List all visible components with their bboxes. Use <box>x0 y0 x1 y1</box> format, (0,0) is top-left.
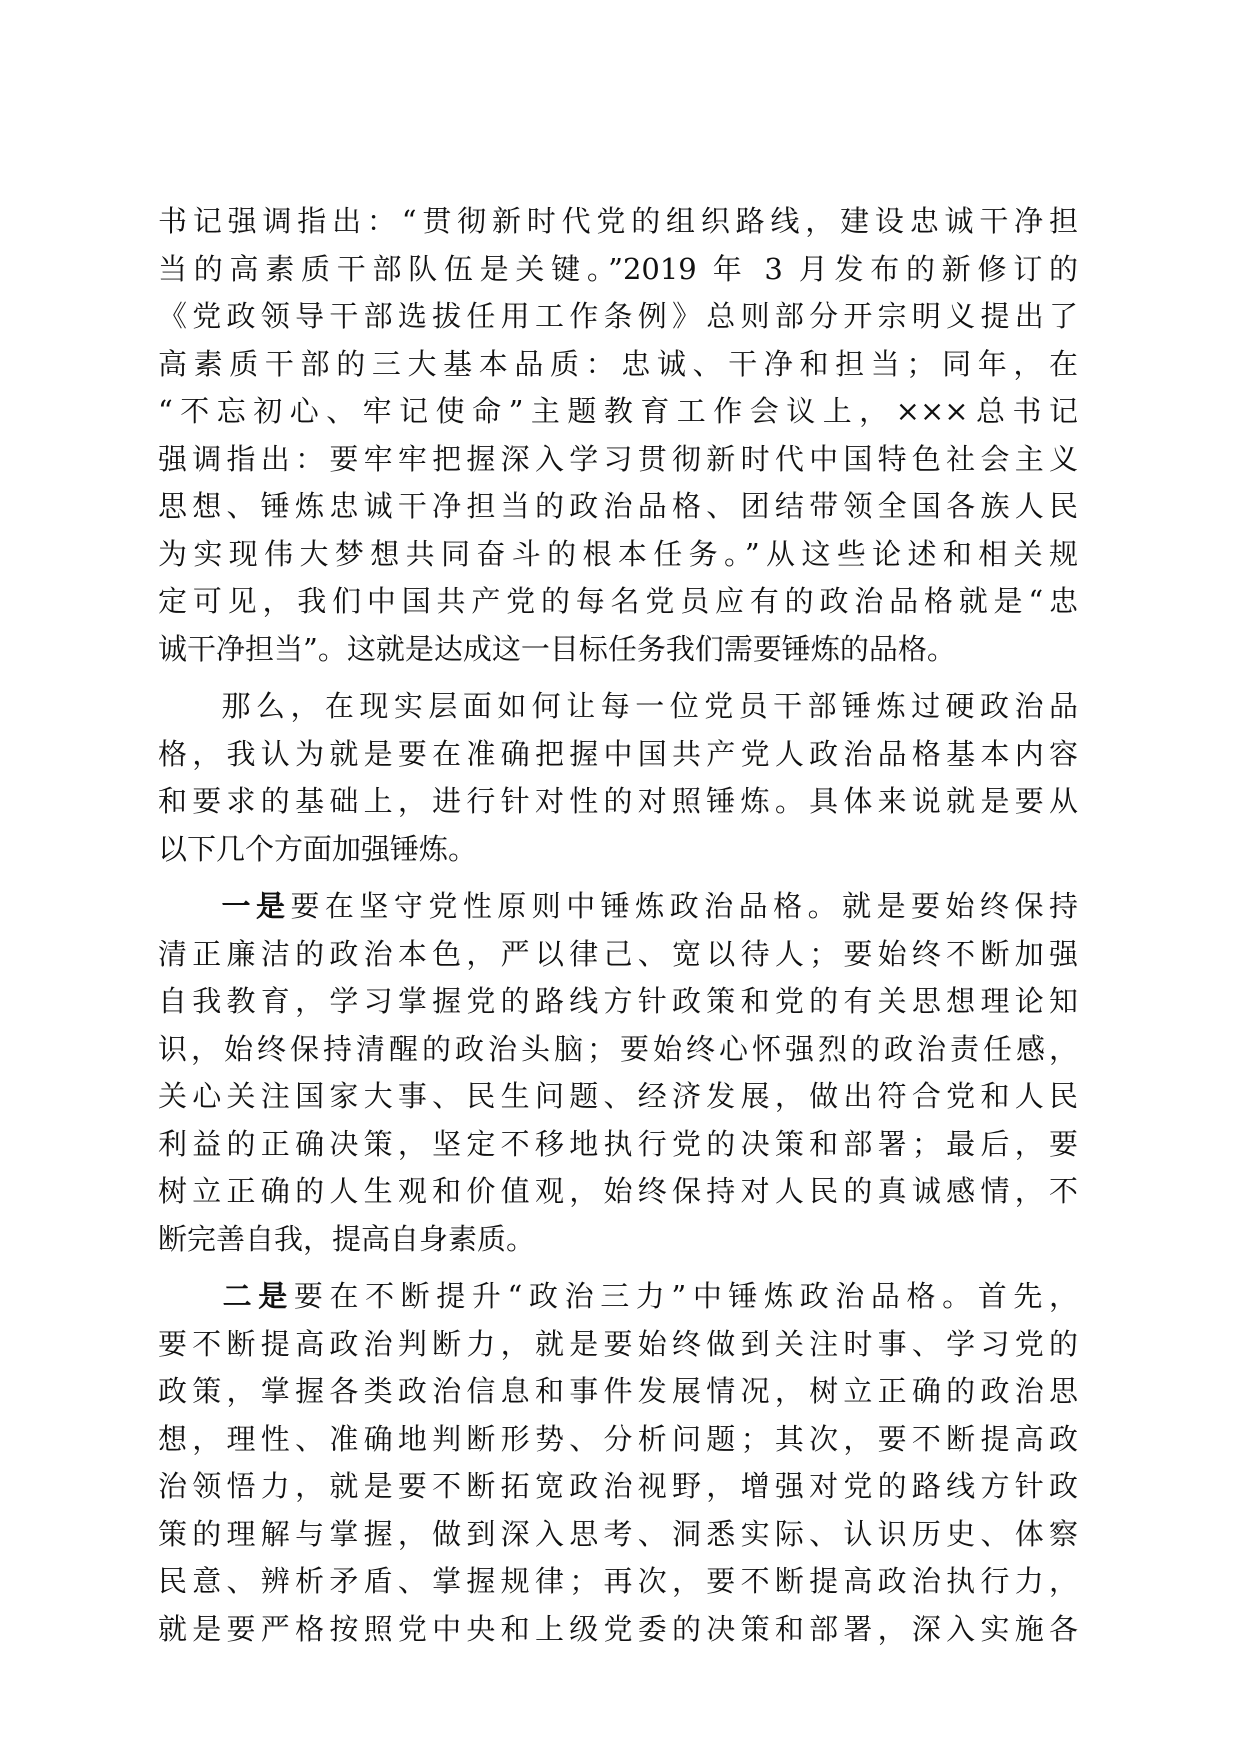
text-line: 断完善自我，提高自身素质。 <box>158 1221 536 1256</box>
bold-lead-text: 一是 <box>216 889 291 923</box>
text-run: 那么，在现实层面如何让每一位党员干部锤炼过硬政治品 <box>216 689 1078 723</box>
text-line: 关心关注国家大事、民生问题、经济发展，做出符合党和人民 <box>158 1079 1078 1113</box>
text-line: 强调指出：要牢牢把握深入学习贯彻新时代中国特色社会主义 <box>158 441 1078 476</box>
text-line: 以下几个方面加强锤炼。 <box>158 831 478 866</box>
text-line: 思想、锤炼忠诚干净担当的政治品格、团结带领全国各族人民 <box>158 489 1078 523</box>
text-line: 《党政领导干部选拔任用工作条例》总则部分开宗明义提出了 <box>158 299 1078 333</box>
text-line: 自我教育，学习掌握党的路线方针政策和党的有关思想理论知 <box>158 984 1078 1018</box>
text-run: 要在坚守党性原则中锤炼政治品格。就是要始终保持 <box>290 889 1078 923</box>
paragraph-4 <box>158 1273 1078 1653</box>
text-line: 政策，掌握各类政治信息和事件发展情况，树立正确的政治思 <box>158 1374 1078 1408</box>
text-line: 树立正确的人生观和价值观，始终保持对人民的真诚感情，不 <box>158 1174 1078 1208</box>
text-line: 和要求的基础上，进行针对性的对照锤炼。具体来说就是要从 <box>158 784 1078 818</box>
text-line: 要不断提高政治判断力，就是要始终做到关注时事、学习党的 <box>158 1326 1078 1361</box>
text-line-first <box>158 883 1078 931</box>
text-line: 识，始终保持清醒的政治头脑；要始终心怀强烈的政治责任感， <box>158 1031 1078 1066</box>
text-run: 要在不断提升“政治三力”中锤炼政治品格。首先， <box>293 1279 1078 1313</box>
text-line: “不忘初心、牢记使命”主题教育工作会议上，×××总书记 <box>158 394 1078 428</box>
text-line: 定可见，我们中国共产党的每名党员应有的政治品格就是“忠 <box>158 584 1078 618</box>
text-line: 为实现伟大梦想共同奋斗的根本任务。”从这些论述和相关规 <box>158 536 1078 571</box>
text-line: 利益的正确决策，坚定不移地执行党的决策和部署；最后，要 <box>158 1126 1078 1161</box>
text-line-first <box>158 683 1078 731</box>
bold-lead-text: 二是 <box>216 1279 294 1313</box>
text-line: 想，理性、准确地判断形势、分析问题；其次，要不断提高政 <box>158 1421 1078 1456</box>
text-line: 治领悟力，就是要不断拓宽政治视野，增强对党的路线方针政 <box>158 1469 1078 1503</box>
text-line: 当的高素质干部队伍是关键。”2019 年 3 月发布的新修订的 <box>158 251 1078 286</box>
text-line: 格，我认为就是要在准确把握中国共产党人政治品格基本内容 <box>158 736 1078 771</box>
text-line: 清正廉洁的政治本色，严以律己、宽以待人；要始终不断加强 <box>158 936 1078 971</box>
text-line: 高素质干部的三大基本品质：忠诚、干净和担当；同年，在 <box>158 346 1078 381</box>
paragraph-3 <box>158 883 1078 1263</box>
text-line: 诚干净担当”。这就是达成这一目标任务我们需要锤炼的品格。 <box>158 631 956 666</box>
paragraph-2 <box>158 683 1078 873</box>
text-line: 就是要严格按照党中央和上级党委的决策和部署，深入实施各 <box>158 1611 1078 1646</box>
text-line-first <box>158 1273 1078 1321</box>
document-page <box>158 198 1078 1653</box>
paragraph-1 <box>158 198 1078 673</box>
text-line: 策的理解与掌握，做到深入思考、洞悉实际、认识历史、体察 <box>158 1516 1078 1551</box>
text-line: 书记强调指出：“贯彻新时代党的组织路线，建设忠诚干净担 <box>158 204 1078 238</box>
text-line: 民意、辨析矛盾、掌握规律；再次，要不断提高政治执行力， <box>158 1564 1078 1598</box>
